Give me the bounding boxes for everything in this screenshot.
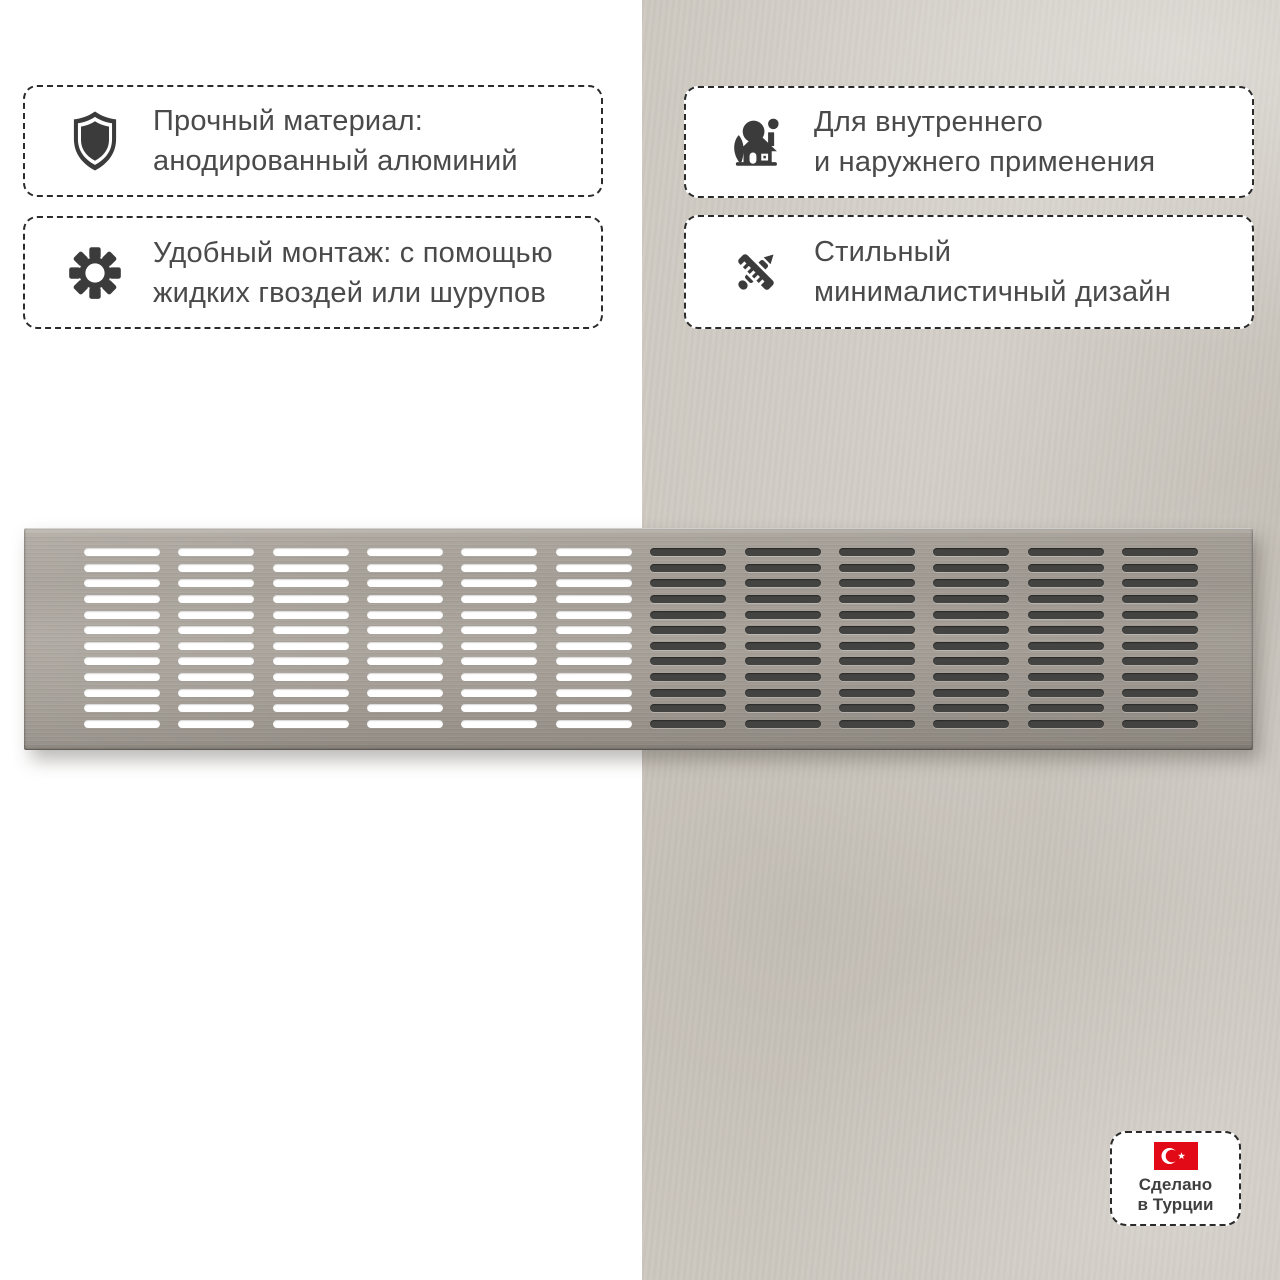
- vent-slot: [650, 673, 726, 681]
- vent-slot: [461, 657, 537, 665]
- vent-slot: [84, 673, 160, 681]
- feature-card-mounting: [23, 216, 603, 329]
- vent-slot: [650, 579, 726, 587]
- vent-slot: [84, 704, 160, 712]
- vent-slot: [933, 564, 1009, 572]
- vent-slot: [839, 689, 915, 697]
- vent-slot: [84, 689, 160, 697]
- vent-slot: [1028, 657, 1104, 665]
- feature-card-usage: [684, 86, 1254, 198]
- vent-slot: [745, 595, 821, 603]
- vent-slot: [650, 626, 726, 634]
- vent-slot: [1122, 642, 1198, 650]
- vent-slot: [839, 720, 915, 728]
- vent-slot: [84, 595, 160, 603]
- feature-card-design: [684, 215, 1254, 329]
- gear-icon: [65, 237, 125, 309]
- vent-slot: [367, 673, 443, 681]
- vent-slot: [839, 579, 915, 587]
- vent-slot: [1028, 689, 1104, 697]
- vent-slot: [84, 611, 160, 619]
- vent-slot: [556, 564, 632, 572]
- vent-slot: [461, 564, 537, 572]
- vent-slot: [273, 720, 349, 728]
- vent-slot: [84, 579, 160, 587]
- vent-slot: [461, 595, 537, 603]
- slot-column-group: [556, 548, 632, 728]
- vent-slot: [178, 579, 254, 587]
- vent-slot: [1028, 642, 1104, 650]
- shield-icon: [65, 105, 125, 177]
- vent-slot: [84, 548, 160, 556]
- vent-slot: [1028, 579, 1104, 587]
- vent-slot: [84, 642, 160, 650]
- vent-slot: [1122, 704, 1198, 712]
- vent-slot: [839, 564, 915, 572]
- slot-column-group: [1028, 548, 1104, 728]
- vent-slot: [650, 595, 726, 603]
- vent-slot: [461, 548, 537, 556]
- feature-line: Для внутреннего: [814, 106, 1044, 138]
- vent-slot: [273, 657, 349, 665]
- feature-line: Стильный: [814, 236, 952, 268]
- vent-slot: [933, 720, 1009, 728]
- vent-slot: [933, 579, 1009, 587]
- vent-slot: [745, 579, 821, 587]
- grille-slots: [84, 548, 1198, 728]
- vent-slot: [556, 579, 632, 587]
- vent-slot: [273, 704, 349, 712]
- vent-slot: [556, 626, 632, 634]
- vent-slot: [650, 689, 726, 697]
- vent-slot: [745, 611, 821, 619]
- made-in-badge: [1110, 1131, 1241, 1226]
- vent-slot: [461, 579, 537, 587]
- feature-line: Удобный монтаж: с помощью: [153, 236, 553, 269]
- slot-column-group: [745, 548, 821, 728]
- vent-slot: [178, 689, 254, 697]
- vent-slot: [1028, 704, 1104, 712]
- vent-slot: [178, 657, 254, 665]
- vent-slot: [650, 720, 726, 728]
- vent-slot: [1122, 657, 1198, 665]
- vent-slot: [839, 548, 915, 556]
- vent-slot: [461, 611, 537, 619]
- vent-slot: [461, 689, 537, 697]
- vent-slot: [933, 673, 1009, 681]
- vent-slot: [178, 595, 254, 603]
- vent-slot: [367, 626, 443, 634]
- vent-slot: [461, 626, 537, 634]
- vent-slot: [84, 626, 160, 634]
- vent-slot: [1122, 611, 1198, 619]
- slot-column-group: [650, 548, 726, 728]
- vent-slot: [273, 642, 349, 650]
- vent-slot: [745, 704, 821, 712]
- vent-slot: [556, 595, 632, 603]
- vent-slot: [933, 626, 1009, 634]
- vent-grille-product: [24, 528, 1253, 750]
- vent-slot: [367, 611, 443, 619]
- vent-slot: [367, 720, 443, 728]
- vent-slot: [1122, 673, 1198, 681]
- vent-slot: [745, 720, 821, 728]
- vent-slot: [650, 657, 726, 665]
- slot-column-group: [178, 548, 254, 728]
- vent-slot: [1028, 595, 1104, 603]
- vent-slot: [273, 689, 349, 697]
- vent-slot: [839, 626, 915, 634]
- vent-slot: [273, 579, 349, 587]
- made-in-line: в Турции: [1137, 1195, 1214, 1214]
- vent-slot: [839, 704, 915, 712]
- vent-slot: [556, 720, 632, 728]
- feature-card-material: [23, 85, 603, 197]
- vent-slot: [367, 657, 443, 665]
- vent-slot: [367, 579, 443, 587]
- pencil-ruler-icon: [726, 236, 786, 308]
- vent-slot: [367, 548, 443, 556]
- vent-slot: [933, 611, 1009, 619]
- vent-slot: [650, 548, 726, 556]
- feature-line: и наружнего применения: [814, 146, 1156, 178]
- vent-slot: [84, 720, 160, 728]
- slot-column-group: [933, 548, 1009, 728]
- slot-column-group: [839, 548, 915, 728]
- vent-slot: [84, 564, 160, 572]
- vent-slot: [273, 548, 349, 556]
- vent-slot: [461, 642, 537, 650]
- vent-slot: [1028, 548, 1104, 556]
- vent-slot: [745, 657, 821, 665]
- vent-slot: [1028, 720, 1104, 728]
- vent-slot: [178, 704, 254, 712]
- vent-slot: [745, 642, 821, 650]
- vent-slot: [1122, 595, 1198, 603]
- vent-slot: [933, 595, 1009, 603]
- feature-line: анодированный алюминий: [153, 145, 518, 177]
- vent-slot: [1028, 611, 1104, 619]
- vent-slot: [1122, 564, 1198, 572]
- vent-slot: [745, 548, 821, 556]
- vent-slot: [650, 704, 726, 712]
- vent-slot: [178, 720, 254, 728]
- vent-slot: [650, 642, 726, 650]
- feature-text-usage: [814, 102, 1155, 182]
- vent-slot: [839, 595, 915, 603]
- slot-column-group: [461, 548, 537, 728]
- slot-column-group: [84, 548, 160, 728]
- vent-slot: [745, 673, 821, 681]
- vent-slot: [556, 689, 632, 697]
- feature-text-material: [153, 101, 518, 181]
- vent-slot: [933, 689, 1009, 697]
- vent-slot: [745, 626, 821, 634]
- vent-slot: [933, 642, 1009, 650]
- vent-slot: [745, 564, 821, 572]
- vent-slot: [178, 548, 254, 556]
- feature-line: Прочный материал:: [153, 105, 424, 137]
- vent-slot: [1122, 720, 1198, 728]
- vent-slot: [1122, 689, 1198, 697]
- vent-slot: [367, 642, 443, 650]
- vent-slot: [178, 642, 254, 650]
- vent-slot: [650, 611, 726, 619]
- made-in-text: [1138, 1175, 1214, 1215]
- vent-slot: [178, 564, 254, 572]
- vent-slot: [933, 704, 1009, 712]
- feature-line: минималистичный дизайн: [814, 276, 1171, 308]
- vent-slot: [556, 704, 632, 712]
- vent-slot: [556, 657, 632, 665]
- vent-slot: [367, 704, 443, 712]
- vent-slot: [745, 689, 821, 697]
- vent-slot: [273, 564, 349, 572]
- vent-slot: [556, 673, 632, 681]
- vent-slot: [933, 548, 1009, 556]
- made-in-line: Сделано: [1138, 1175, 1213, 1194]
- slot-column-group: [367, 548, 443, 728]
- vent-slot: [1028, 673, 1104, 681]
- vent-slot: [839, 673, 915, 681]
- feature-text-design: [814, 232, 1171, 312]
- vent-slot: [461, 704, 537, 712]
- vent-slot: [178, 626, 254, 634]
- vent-slot: [839, 642, 915, 650]
- vent-slot: [650, 564, 726, 572]
- vent-slot: [1028, 626, 1104, 634]
- slot-column-group: [273, 548, 349, 728]
- vent-slot: [839, 657, 915, 665]
- vent-slot: [1122, 626, 1198, 634]
- vent-slot: [178, 611, 254, 619]
- vent-slot: [933, 657, 1009, 665]
- vent-slot: [273, 595, 349, 603]
- vent-slot: [367, 595, 443, 603]
- vent-slot: [273, 626, 349, 634]
- feature-line: жидких гвоздей или шурупов: [153, 276, 546, 309]
- vent-slot: [367, 564, 443, 572]
- vent-slot: [273, 611, 349, 619]
- vent-slot: [273, 673, 349, 681]
- vent-slot: [1122, 579, 1198, 587]
- vent-slot: [178, 673, 254, 681]
- vent-slot: [84, 657, 160, 665]
- feature-text-mounting: [153, 233, 553, 313]
- turkey-flag-icon: [1154, 1142, 1198, 1170]
- vent-slot: [556, 611, 632, 619]
- vent-slot: [556, 548, 632, 556]
- vent-slot: [1028, 564, 1104, 572]
- slot-column-group: [1122, 548, 1198, 728]
- house-tree-icon: [726, 106, 786, 178]
- vent-slot: [556, 642, 632, 650]
- vent-slot: [367, 689, 443, 697]
- vent-slot: [1122, 548, 1198, 556]
- vent-slot: [839, 611, 915, 619]
- vent-slot: [461, 673, 537, 681]
- vent-slot: [461, 720, 537, 728]
